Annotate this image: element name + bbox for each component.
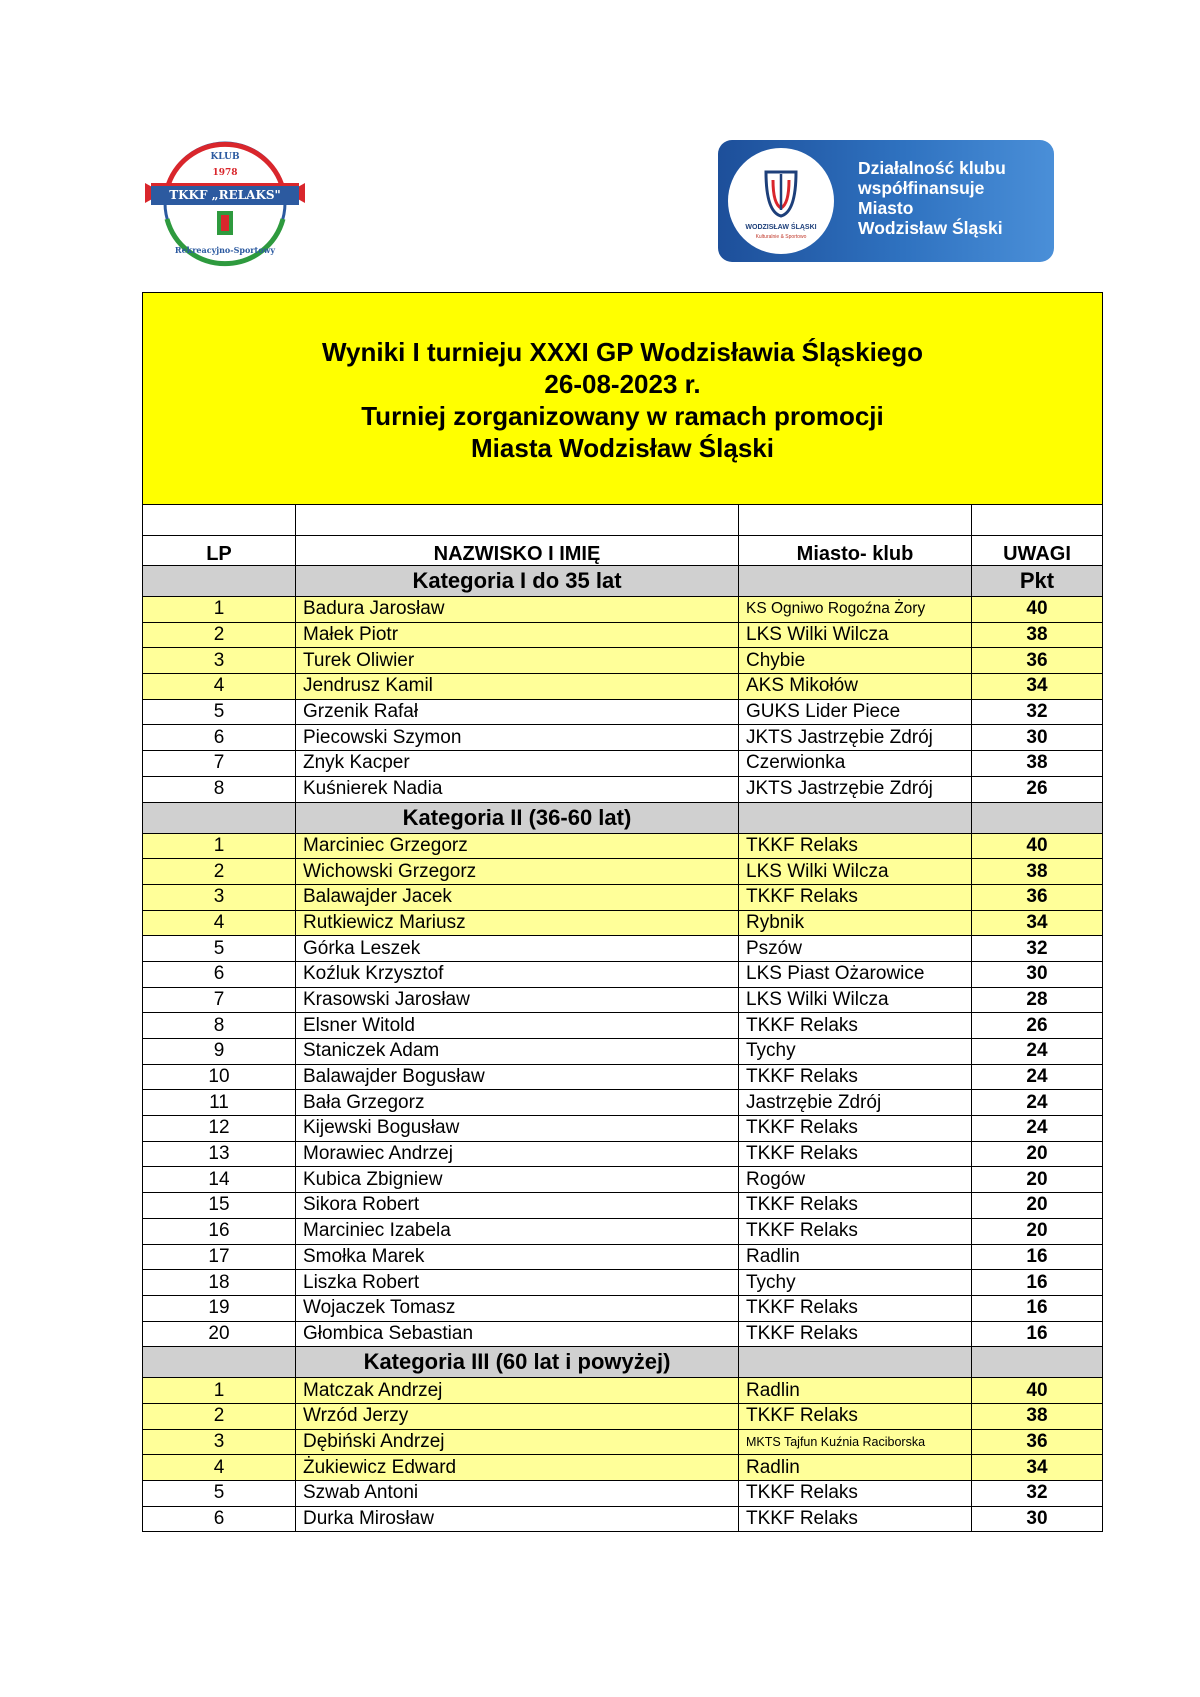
player-points: 34 — [972, 1455, 1103, 1481]
place-number: 3 — [143, 1429, 296, 1455]
category-title: Kategoria II (36-60 lat) — [296, 802, 739, 833]
cofinancing-line: Działalność klubu — [858, 158, 1006, 178]
player-club: TKKF Relaks — [739, 1116, 972, 1142]
document-title — [143, 293, 1103, 505]
place-number: 11 — [143, 1090, 296, 1116]
result-row — [143, 936, 1103, 962]
player-name: Znyk Kacper — [296, 751, 739, 777]
city-crest-icon — [758, 166, 804, 220]
result-row — [143, 725, 1103, 751]
player-points: 24 — [972, 1064, 1103, 1090]
result-row — [143, 833, 1103, 859]
player-club: Jastrzębie Zdrój — [739, 1090, 972, 1116]
result-row — [143, 1193, 1103, 1219]
logo-club-name: TKKF „RELAKS" — [169, 188, 281, 202]
result-row — [143, 1378, 1103, 1404]
place-number: 7 — [143, 751, 296, 777]
place-number: 5 — [143, 699, 296, 725]
result-row — [143, 1218, 1103, 1244]
player-points: 30 — [972, 961, 1103, 987]
player-name: Wrzód Jerzy — [296, 1403, 739, 1429]
player-name: Balawajder Jacek — [296, 884, 739, 910]
column-header-row — [143, 536, 1103, 566]
place-number: 8 — [143, 776, 296, 802]
player-points: 20 — [972, 1167, 1103, 1193]
place-number: 7 — [143, 987, 296, 1013]
place-number: 14 — [143, 1167, 296, 1193]
result-row — [143, 776, 1103, 802]
player-name: Turek Oliwier — [296, 648, 739, 674]
place-number: 20 — [143, 1321, 296, 1347]
city-emblem — [728, 148, 834, 254]
title-row — [143, 293, 1103, 505]
player-points: 40 — [972, 833, 1103, 859]
place-number: 2 — [143, 1403, 296, 1429]
player-club: TKKF Relaks — [739, 1403, 972, 1429]
category-header-row — [143, 1347, 1103, 1378]
player-club: JKTS Jastrzębie Zdrój — [739, 776, 972, 802]
player-club: LKS Wilki Wilcza — [739, 859, 972, 885]
player-club: Radlin — [739, 1378, 972, 1404]
result-row — [143, 987, 1103, 1013]
column-header-name: NAZWISKO I IMIĘ — [296, 536, 739, 566]
place-number: 2 — [143, 622, 296, 648]
category-title: Kategoria III (60 lat i powyżej) — [296, 1347, 739, 1378]
place-number: 2 — [143, 859, 296, 885]
cofinancing-line: współfinansuje — [858, 178, 985, 198]
title-line: Miasta Wodzisław Śląski — [471, 432, 774, 463]
player-points: 20 — [972, 1218, 1103, 1244]
player-club: Radlin — [739, 1455, 972, 1481]
player-club: Tychy — [739, 1039, 972, 1065]
player-points: 38 — [972, 859, 1103, 885]
cofinancing-line: Miasto — [858, 198, 914, 218]
result-row — [143, 1167, 1103, 1193]
spacer-row — [143, 505, 1103, 536]
player-name: Górka Leszek — [296, 936, 739, 962]
player-club: TKKF Relaks — [739, 1321, 972, 1347]
player-club: MKTS Tajfun Kuźnia Raciborska — [739, 1429, 972, 1455]
player-name: Wichowski Grzegorz — [296, 859, 739, 885]
player-points: 26 — [972, 776, 1103, 802]
player-points: 32 — [972, 1481, 1103, 1507]
player-points: 16 — [972, 1295, 1103, 1321]
result-row — [143, 1506, 1103, 1532]
place-number: 3 — [143, 884, 296, 910]
result-row — [143, 961, 1103, 987]
points-label: Pkt — [972, 566, 1103, 597]
player-points: 20 — [972, 1141, 1103, 1167]
player-name: Krasowski Jarosław — [296, 987, 739, 1013]
result-row — [143, 1039, 1103, 1065]
player-club: TKKF Relaks — [739, 1193, 972, 1219]
player-points: 26 — [972, 1013, 1103, 1039]
player-points: 36 — [972, 884, 1103, 910]
player-points: 16 — [972, 1270, 1103, 1296]
player-points: 34 — [972, 910, 1103, 936]
player-club: LKS Wilki Wilcza — [739, 987, 972, 1013]
player-name: Balawajder Bogusław — [296, 1064, 739, 1090]
player-name: Smołka Marek — [296, 1244, 739, 1270]
player-club: Chybie — [739, 648, 972, 674]
player-name: Żukiewicz Edward — [296, 1455, 739, 1481]
player-points: 16 — [972, 1244, 1103, 1270]
player-club: Rogów — [739, 1167, 972, 1193]
column-header-lp: LP — [143, 536, 296, 566]
player-name: Morawiec Andrzej — [296, 1141, 739, 1167]
result-row — [143, 1064, 1103, 1090]
player-club: TKKF Relaks — [739, 1506, 972, 1532]
place-number: 19 — [143, 1295, 296, 1321]
player-club: TKKF Relaks — [739, 1218, 972, 1244]
player-club: GUKS Lider Piece — [739, 699, 972, 725]
player-points: 20 — [972, 1193, 1103, 1219]
player-club: TKKF Relaks — [739, 1481, 972, 1507]
player-points: 30 — [972, 725, 1103, 751]
place-number: 13 — [143, 1141, 296, 1167]
points-label — [972, 1347, 1103, 1378]
player-club: LKS Piast Ożarowice — [739, 961, 972, 987]
place-number: 12 — [143, 1116, 296, 1142]
player-name: Małek Piotr — [296, 622, 739, 648]
cofinancing-text — [858, 158, 1048, 238]
place-number: 6 — [143, 725, 296, 751]
tkkf-relaks-logo — [145, 139, 305, 267]
result-row — [143, 1141, 1103, 1167]
result-row — [143, 622, 1103, 648]
logo-bottom-text: Rekreacyjno-Sportowy — [174, 245, 276, 255]
player-club: Czerwionka — [739, 751, 972, 777]
column-header-notes: UWAGI — [972, 536, 1103, 566]
city-cofinancing-logo — [718, 140, 1054, 262]
player-club: KS Ogniwo Rogoźna Żory — [739, 597, 972, 623]
player-name: Marciniec Grzegorz — [296, 833, 739, 859]
player-points: 34 — [972, 674, 1103, 700]
result-row — [143, 648, 1103, 674]
player-club: TKKF Relaks — [739, 1013, 972, 1039]
result-row — [143, 674, 1103, 700]
player-name: Jendrusz Kamil — [296, 674, 739, 700]
player-name: Sikora Robert — [296, 1193, 739, 1219]
result-row — [143, 884, 1103, 910]
city-name: WODZISŁAW ŚLĄSKI — [745, 224, 817, 231]
player-points: 38 — [972, 1403, 1103, 1429]
player-name: Szwab Antoni — [296, 1481, 739, 1507]
player-club: Pszów — [739, 936, 972, 962]
title-date: 26-08-2023 r. — [544, 368, 701, 399]
player-club: Rybnik — [739, 910, 972, 936]
place-number: 16 — [143, 1218, 296, 1244]
place-number: 10 — [143, 1064, 296, 1090]
player-points: 24 — [972, 1039, 1103, 1065]
player-name: Kubica Zbigniew — [296, 1167, 739, 1193]
place-number: 18 — [143, 1270, 296, 1296]
place-number: 4 — [143, 910, 296, 936]
player-name: Rutkiewicz Mariusz — [296, 910, 739, 936]
result-row — [143, 1116, 1103, 1142]
result-row — [143, 751, 1103, 777]
player-club: Radlin — [739, 1244, 972, 1270]
player-points: 40 — [972, 1378, 1103, 1404]
place-number: 1 — [143, 597, 296, 623]
player-points: 24 — [972, 1116, 1103, 1142]
player-club: AKS Mikołów — [739, 674, 972, 700]
place-number: 9 — [143, 1039, 296, 1065]
player-name: Wojaczek Tomasz — [296, 1295, 739, 1321]
points-label — [972, 802, 1103, 833]
player-club: TKKF Relaks — [739, 1295, 972, 1321]
place-number: 8 — [143, 1013, 296, 1039]
place-number: 15 — [143, 1193, 296, 1219]
result-row — [143, 1295, 1103, 1321]
result-row — [143, 1455, 1103, 1481]
player-points: 32 — [972, 936, 1103, 962]
place-number: 4 — [143, 1455, 296, 1481]
category-title: Kategoria I do 35 lat — [296, 566, 739, 597]
result-row — [143, 1244, 1103, 1270]
category-header-row — [143, 566, 1103, 597]
player-name: Elsner Witold — [296, 1013, 739, 1039]
player-name: Piecowski Szymon — [296, 725, 739, 751]
player-name: Staniczek Adam — [296, 1039, 739, 1065]
title-line: Wyniki I turnieju XXXI GP Wodzisławia Śląskiego — [321, 336, 924, 367]
place-number: 1 — [143, 1378, 296, 1404]
city-motto: Kulturalnie & Sportowo — [755, 234, 807, 240]
player-points: 40 — [972, 597, 1103, 623]
place-number: 4 — [143, 674, 296, 700]
result-row — [143, 1481, 1103, 1507]
place-number: 5 — [143, 1481, 296, 1507]
cofinancing-line: Wodzisław Śląski — [858, 218, 1003, 238]
player-name: Marciniec Izabela — [296, 1218, 739, 1244]
player-club: TKKF Relaks — [739, 884, 972, 910]
player-club: LKS Wilki Wilcza — [739, 622, 972, 648]
place-number: 5 — [143, 936, 296, 962]
title-line: Turniej zorganizowany w ramach promocji — [361, 400, 884, 431]
player-points: 30 — [972, 1506, 1103, 1532]
player-name: Grzenik Rafał — [296, 699, 739, 725]
result-row — [143, 910, 1103, 936]
player-name: Liszka Robert — [296, 1270, 739, 1296]
player-club: JKTS Jastrzębie Zdrój — [739, 725, 972, 751]
category-header-row — [143, 802, 1103, 833]
column-header-club: Miasto- klub — [739, 536, 972, 566]
place-number: 17 — [143, 1244, 296, 1270]
result-row — [143, 1013, 1103, 1039]
player-points: 24 — [972, 1090, 1103, 1116]
result-row — [143, 597, 1103, 623]
result-row — [143, 1429, 1103, 1455]
player-name: Badura Jarosław — [296, 597, 739, 623]
player-club: Tychy — [739, 1270, 972, 1296]
player-club: TKKF Relaks — [739, 833, 972, 859]
logo-year: 1978 — [212, 168, 238, 178]
player-name: Koźluk Krzysztof — [296, 961, 739, 987]
player-name: Dębiński Andrzej — [296, 1429, 739, 1455]
player-name: Durka Mirosław — [296, 1506, 739, 1532]
logo-top-text: KLUB — [210, 152, 240, 162]
player-points: 36 — [972, 1429, 1103, 1455]
player-name: Kijewski Bogusław — [296, 1116, 739, 1142]
player-name: Matczak Andrzej — [296, 1378, 739, 1404]
player-name: Bała Grzegorz — [296, 1090, 739, 1116]
player-club: TKKF Relaks — [739, 1141, 972, 1167]
results-table — [142, 292, 1103, 1532]
player-name: Głombica Sebastian — [296, 1321, 739, 1347]
player-points: 28 — [972, 987, 1103, 1013]
result-row — [143, 699, 1103, 725]
player-name: Kuśnierek Nadia — [296, 776, 739, 802]
result-row — [143, 859, 1103, 885]
result-row — [143, 1090, 1103, 1116]
place-number: 6 — [143, 1506, 296, 1532]
player-points: 36 — [972, 648, 1103, 674]
result-row — [143, 1403, 1103, 1429]
result-row — [143, 1321, 1103, 1347]
place-number: 1 — [143, 833, 296, 859]
player-points: 16 — [972, 1321, 1103, 1347]
player-points: 38 — [972, 622, 1103, 648]
place-number: 6 — [143, 961, 296, 987]
place-number: 3 — [143, 648, 296, 674]
player-points: 32 — [972, 699, 1103, 725]
player-club: TKKF Relaks — [739, 1064, 972, 1090]
player-points: 38 — [972, 751, 1103, 777]
result-row — [143, 1270, 1103, 1296]
